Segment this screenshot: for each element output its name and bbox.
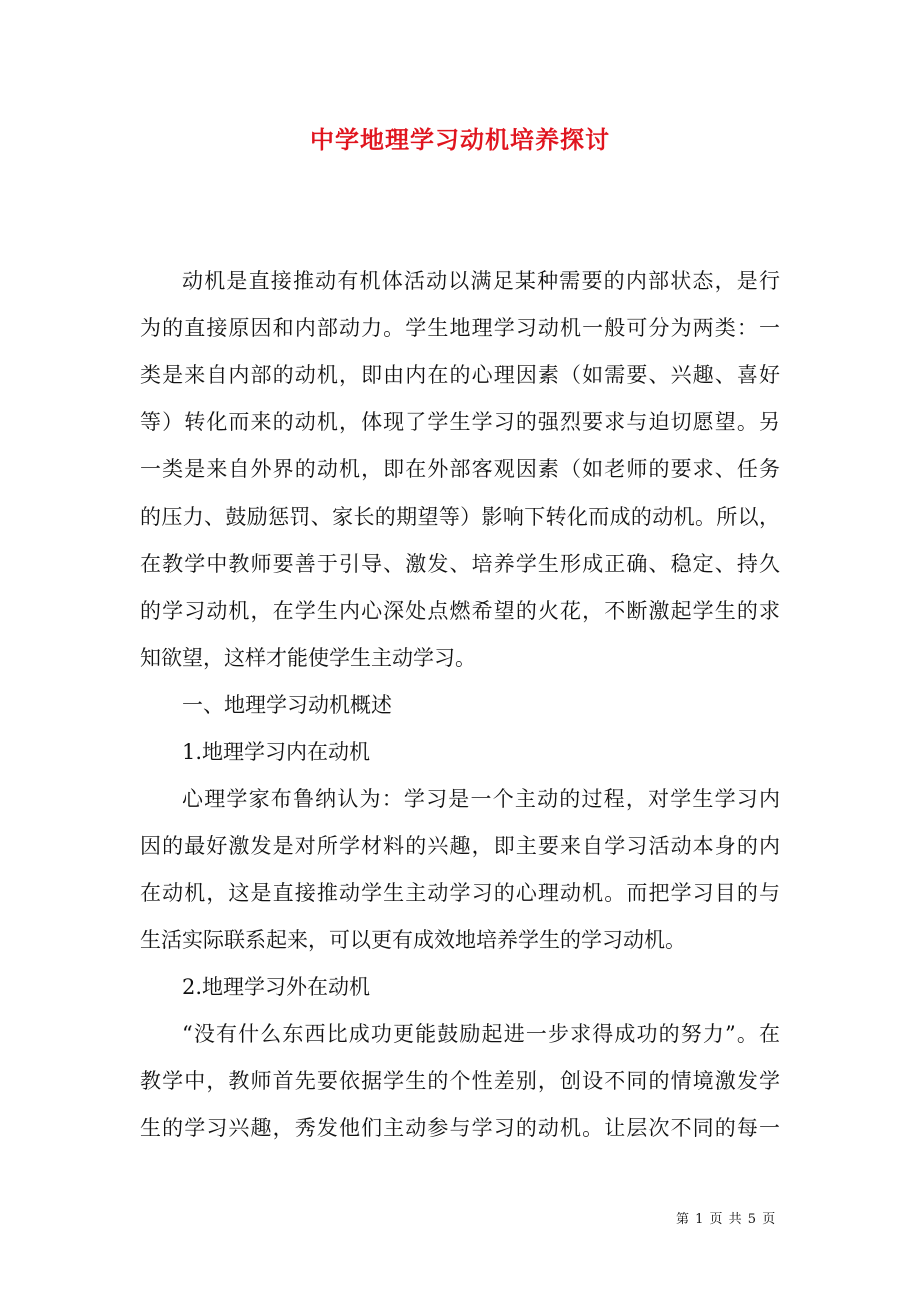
text-line: 生的学习兴趣，秀发他们主动参与学习的动机。让层次不同的每一 <box>140 1116 780 1140</box>
text-line: 在动机，这是直接推动学生主动学习的心理动机。而把学习目的与 <box>140 881 780 905</box>
text-line: 在教学中教师要善于引导、激发、培养学生形成正确、稳定、持久 <box>140 552 780 576</box>
text-line: 等）转化而来的动机，体现了学生学习的强烈要求与迫切愿望。另 <box>140 410 780 434</box>
text-line: 的压力、鼓励惩罚、家长的期望等）影响下转化而成的动机。所以， <box>140 505 780 529</box>
text-line: 2.地理学习外在动机 <box>182 975 371 999</box>
text-line: 因的最好激发是对所学材料的兴趣，即主要来自学习活动本身的内 <box>140 834 780 858</box>
text-line: 生活实际联系起来，可以更有成效地培养学生的学习动机。 <box>140 928 686 952</box>
text-line: 的学习动机，在学生内心深处点燃希望的火花，不断激起学生的求 <box>140 599 780 623</box>
text-line: 一、地理学习动机概述 <box>182 693 392 717</box>
text-line: 心理学家布鲁纳认为：学习是一个主动的过程，对学生学习内 <box>182 787 780 811</box>
text-line: 教学中，教师首先要依据学生的个性差别，创设不同的情境激发学 <box>140 1069 780 1093</box>
text-line: “没有什么东西比成功更能鼓励起进一步求得成功的努力”。在 <box>182 1022 780 1046</box>
text-line: 一类是来自外界的动机，即在外部客观因素（如老师的要求、任务 <box>140 457 780 481</box>
page-number: 第 1 页 共 5 页 <box>676 1212 777 1227</box>
text-line: 类是来自内部的动机，即由内在的心理因素（如需要、兴趣、喜好 <box>140 363 780 387</box>
text-line: 知欲望，这样才能使学生主动学习。 <box>140 646 476 670</box>
text-line: 1.地理学习内在动机 <box>182 740 371 764</box>
text-line: 为的直接原因和内部动力。学生地理学习动机一般可分为两类：一 <box>140 316 780 340</box>
document-title: 中学地理学习动机培养探讨 <box>310 125 610 154</box>
text-line: 动机是直接推动有机体活动以满足某种需要的内部状态，是行 <box>182 269 780 293</box>
